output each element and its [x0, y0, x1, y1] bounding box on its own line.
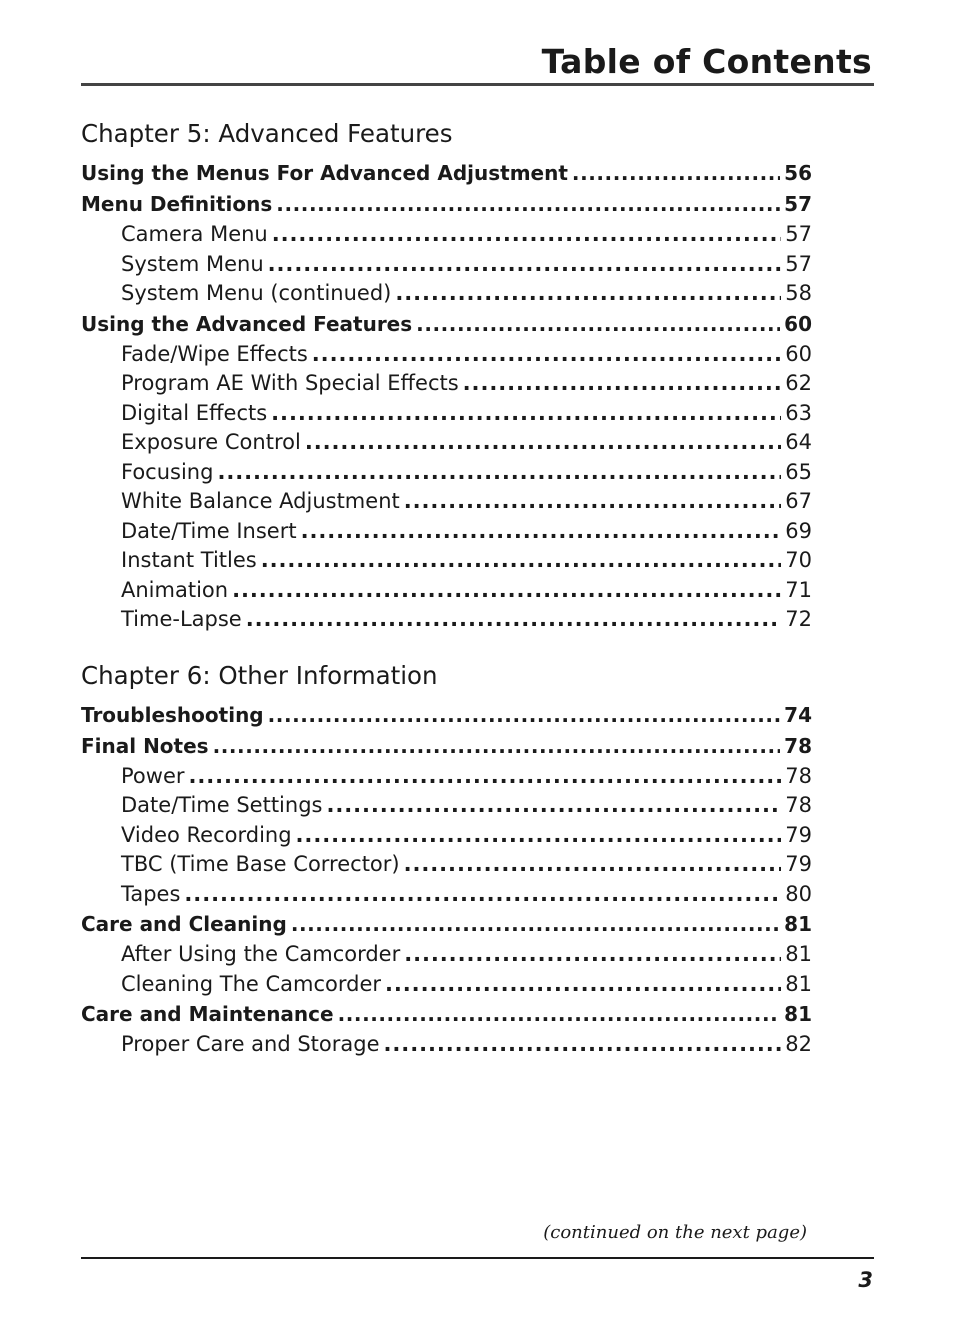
entry-label: Menu Definitions [81, 192, 273, 216]
entry-page-number: 74 [784, 702, 812, 727]
entry-label: White Balance Adjustment [121, 489, 400, 513]
dot-leader [276, 189, 780, 220]
dot-leader [463, 369, 782, 399]
entry-label: Time-Lapse [121, 607, 242, 631]
dot-leader [572, 158, 780, 189]
toc-entry [81, 309, 812, 340]
dot-leader [301, 517, 782, 547]
toc-subentry [81, 970, 812, 1000]
dot-leader [291, 909, 780, 940]
entry-page-number: 67 [785, 489, 812, 513]
toc-subentry [81, 250, 812, 280]
dot-leader [272, 220, 782, 250]
toc-subentry [81, 220, 812, 250]
entry-label: Exposure Control [121, 430, 301, 454]
entry-label: System Menu (continued) [121, 281, 392, 305]
dot-leader [271, 399, 781, 429]
toc-subentry [81, 576, 812, 606]
toc-subentry [81, 940, 812, 970]
entry-label: Final Notes [81, 733, 209, 758]
page-title: Table of Contents [541, 42, 872, 81]
entry-page-number: 78 [785, 763, 812, 788]
entry-label: After Using the Camcorder [121, 942, 401, 966]
entry-page-number: 57 [785, 251, 812, 276]
entry-label: System Menu [121, 251, 264, 276]
entry-page-number: 62 [785, 371, 812, 395]
dot-leader [217, 458, 781, 488]
entry-label: Cleaning The Camcorder [121, 971, 382, 996]
entry-label: Camera Menu [121, 222, 268, 246]
entry-page-number: 82 [785, 1032, 812, 1056]
toc-subentry [81, 1030, 812, 1060]
toc-subentry [81, 880, 812, 910]
dot-leader [338, 999, 781, 1030]
toc-subentry [81, 791, 812, 821]
entry-label: Care and Cleaning [81, 912, 287, 936]
entry-label: Instant Titles [121, 548, 257, 572]
entry-page-number: 81 [785, 971, 812, 996]
dot-leader [268, 700, 781, 731]
dot-leader [268, 250, 782, 280]
entry-label: Tapes [121, 881, 181, 906]
entry-label: Proper Care and Storage [121, 1032, 380, 1056]
entry-page-number: 78 [785, 793, 812, 817]
toc-entry [81, 700, 812, 731]
entry-label: Date/Time Settings [121, 793, 323, 817]
dot-leader [395, 279, 781, 309]
toc-list [81, 158, 812, 635]
dot-leader [296, 821, 782, 851]
dot-leader [232, 576, 781, 606]
toc-subentry [81, 399, 812, 429]
entry-label: Fade/Wipe Effects [121, 341, 308, 366]
entry-page-number: 58 [785, 281, 812, 305]
chapter-heading: Chapter 5: Advanced Features [81, 119, 453, 148]
toc-entry [81, 731, 812, 762]
entry-page-number: 79 [785, 852, 812, 876]
entry-page-number: 69 [785, 518, 812, 543]
toc-entry [81, 999, 812, 1030]
entry-page-number: 70 [785, 548, 812, 572]
dot-leader [246, 605, 782, 635]
entry-label: Care and Maintenance [81, 1002, 334, 1026]
entry-page-number: 60 [785, 341, 812, 366]
entry-label: Using the Advanced Features [81, 311, 413, 336]
toc-entry [81, 158, 812, 189]
toc-subentry [81, 340, 812, 370]
entry-page-number: 57 [785, 222, 812, 246]
toc-list [81, 700, 812, 1060]
page-number: 3 [858, 1268, 873, 1292]
toc-subentry [81, 762, 812, 792]
entry-label: Program AE With Special Effects [121, 371, 459, 395]
toc-subentry [81, 369, 812, 399]
entry-page-number: 63 [785, 400, 812, 425]
entry-label: Digital Effects [121, 400, 268, 425]
entry-label: Focusing [121, 459, 214, 484]
entry-label: Troubleshooting [81, 702, 264, 727]
toc-entry [81, 909, 812, 940]
dot-leader [404, 940, 781, 970]
entry-page-number: 65 [785, 459, 812, 484]
dot-leader [404, 487, 782, 517]
entry-page-number: 71 [785, 577, 812, 602]
entry-page-number: 81 [784, 1002, 812, 1026]
footer-rule [81, 1257, 874, 1259]
toc-subentry [81, 821, 812, 851]
dot-leader [404, 850, 782, 880]
entry-page-number: 78 [784, 733, 812, 758]
entry-page-number: 81 [785, 942, 812, 966]
entry-page-number: 64 [785, 430, 812, 454]
entry-page-number: 56 [784, 161, 812, 185]
toc-subentry [81, 487, 812, 517]
dot-leader [312, 340, 781, 370]
entry-label: Power [121, 763, 185, 788]
toc-subentry [81, 605, 812, 635]
dot-leader [385, 970, 781, 1000]
toc-content [81, 114, 812, 1060]
entry-page-number: 72 [785, 607, 812, 631]
chapter-heading: Chapter 6: Other Information [81, 660, 438, 690]
entry-label: Video Recording [121, 822, 292, 847]
dot-leader [384, 1030, 782, 1060]
dot-leader [305, 428, 781, 458]
entry-label: TBC (Time Base Corrector) [121, 852, 400, 876]
chapter-5-section [81, 114, 812, 635]
entry-page-number: 79 [785, 822, 812, 847]
header-rule [81, 83, 874, 86]
dot-leader [184, 880, 781, 910]
toc-subentry [81, 279, 812, 309]
continued-note: (continued on the next page) [543, 1222, 807, 1243]
entry-page-number: 81 [784, 912, 812, 936]
chapter-6-section [81, 656, 812, 1060]
entry-label: Date/Time Insert [121, 518, 297, 543]
dot-leader [189, 762, 782, 792]
entry-page-number: 60 [784, 311, 812, 336]
dot-leader [261, 546, 782, 576]
toc-subentry [81, 458, 812, 488]
toc-subentry [81, 850, 812, 880]
entry-page-number: 57 [784, 192, 812, 216]
toc-subentry [81, 546, 812, 576]
entry-label: Animation [121, 577, 229, 602]
dot-leader [213, 731, 781, 762]
entry-page-number: 80 [785, 881, 812, 906]
dot-leader [326, 791, 781, 821]
toc-entry [81, 189, 812, 220]
toc-subentry [81, 517, 812, 547]
entry-label: Using the Menus For Advanced Adjustment [81, 161, 568, 185]
toc-subentry [81, 428, 812, 458]
dot-leader [416, 309, 780, 340]
